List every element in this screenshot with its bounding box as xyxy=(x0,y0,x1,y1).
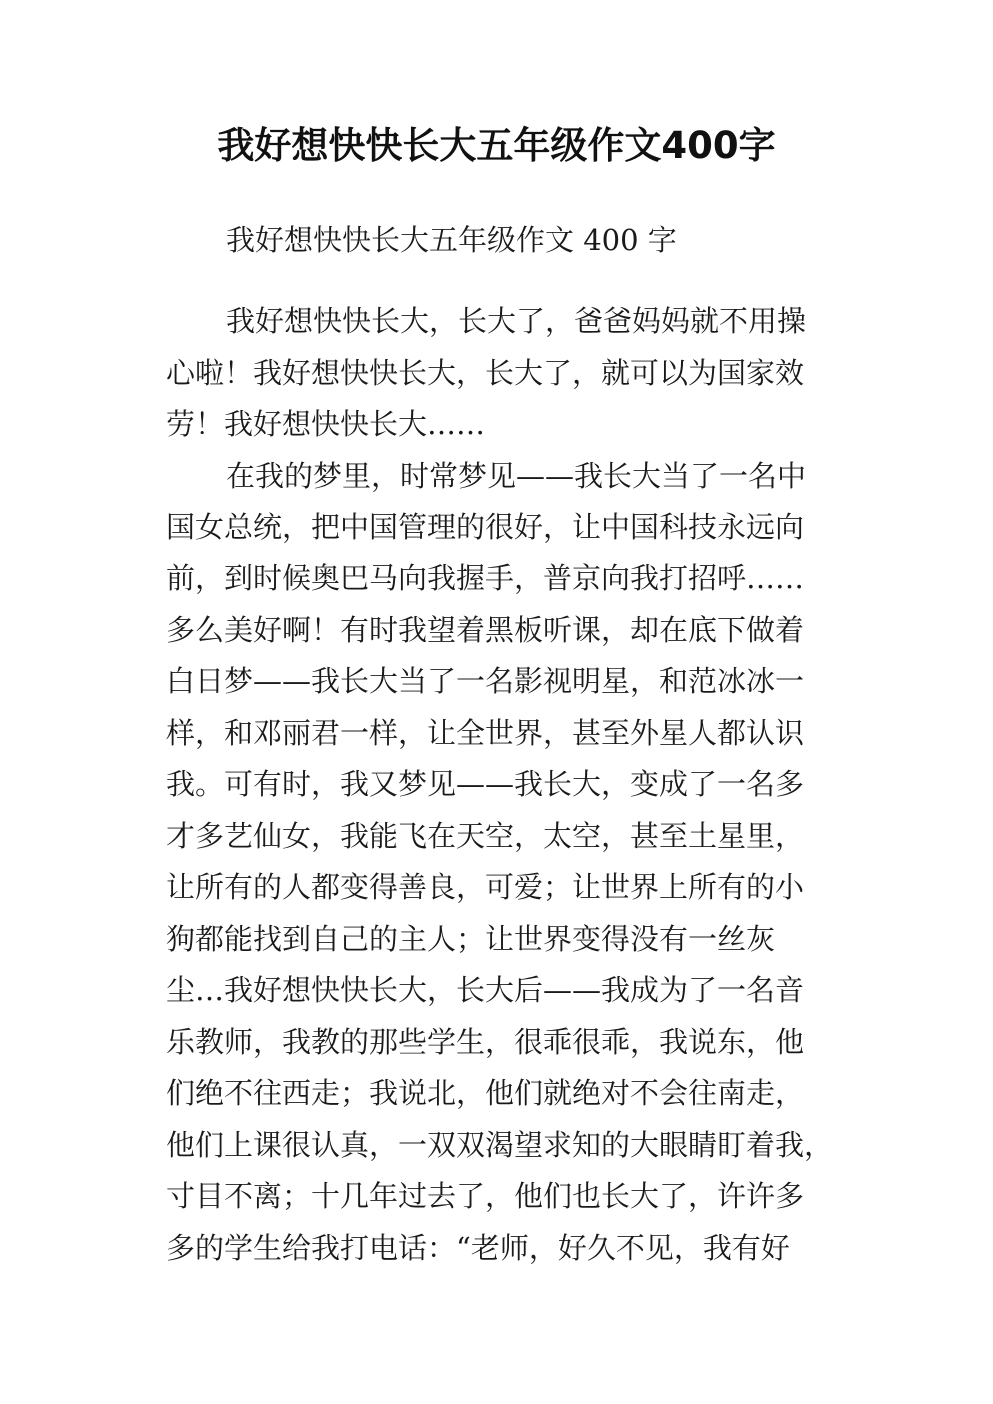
paragraph-1-line-2: 心啦！我好想快快长大，长大了，就可以为国家效 xyxy=(166,356,805,390)
paragraph-2-line-16: 多的学生给我打电话：“老师，好久不见，我有好 xyxy=(166,1231,790,1265)
paragraph-2-line-14: 他们上课很认真，一双双渴望求知的大眼睛盯着我， xyxy=(166,1128,834,1162)
paragraph-2-line-3: 前，到时候奥巴马向我握手，普京向我打招呼…… xyxy=(166,561,805,595)
paragraph-2-line-15: 寸目不离；十几年过去了，他们也长大了，许许多 xyxy=(166,1179,805,1213)
paragraph-2-line-6: 样，和邓丽君一样，让全世界，甚至外星人都认识 xyxy=(166,716,805,750)
paragraph-2-line-13: 们绝不往西走；我说北，他们就绝对不会往南走， xyxy=(166,1076,805,1110)
paragraph-2-line-8: 才多艺仙女，我能飞在天空，太空，甚至土星里， xyxy=(166,819,805,853)
paragraph-2-line-1: 在我的梦里，时常梦见——我长大当了一名中 xyxy=(226,459,807,493)
paragraph-2-line-5: 白日梦——我长大当了一名影视明星，和范冰冰一 xyxy=(166,664,805,698)
paragraph-2-line-11: 尘…我好想快快长大，长大后——我成为了一名音 xyxy=(166,973,805,1007)
paragraph-1-line-1: 我好想快快长大，长大了，爸爸妈妈就不用操 xyxy=(226,304,807,338)
paragraph-2-line-12: 乐教师，我教的那些学生，很乖很乖，我说东，他 xyxy=(166,1025,805,1059)
paragraph-1-line-3: 劳！我好想快快长大…… xyxy=(166,407,486,441)
paragraph-2-line-9: 让所有的人都变得善良，可爱；让世界上所有的小 xyxy=(166,870,805,904)
paragraph-2-line-2: 国女总统，把中国管理的很好，让中国科技永远向 xyxy=(166,510,805,544)
paragraph-2-line-4: 多么美好啊！有时我望着黑板听课，却在底下做着 xyxy=(166,613,805,647)
document-title: 我好想快快长大五年级作文400字 xyxy=(217,124,776,167)
subtitle-line: 我好想快快长大五年级作文 400 字 xyxy=(226,223,677,257)
paragraph-2-line-7: 我。可有时，我又梦见——我长大，变成了一名多 xyxy=(166,767,805,801)
paragraph-2-line-10: 狗都能找到自己的主人；让世界变得没有一丝灰 xyxy=(166,922,776,956)
